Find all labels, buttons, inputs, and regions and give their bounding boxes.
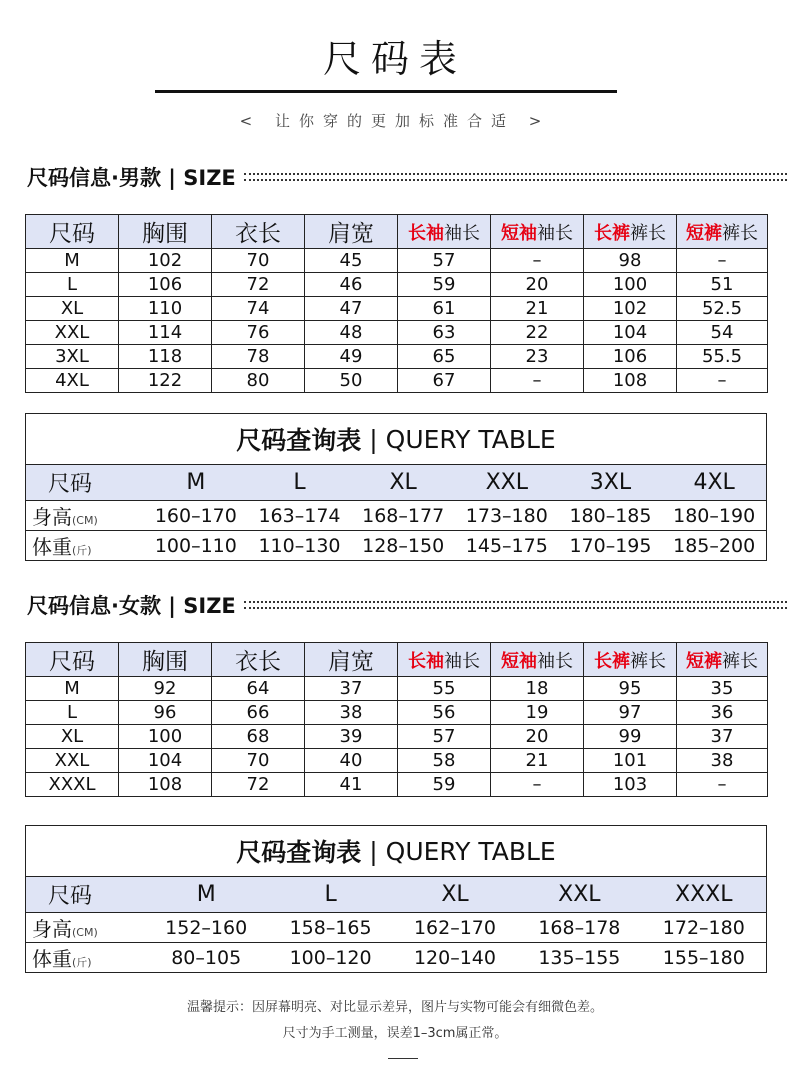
men-weight-row [26,531,766,561]
col-length: 衣长 [212,215,305,249]
cell: L [26,701,119,725]
table-row [26,773,768,797]
cell: 57 [398,725,491,749]
cell: 98 [584,249,677,273]
col-shoulder: 肩宽 [305,215,398,249]
cell: 108 [119,773,212,797]
measurement-note: 尺寸为手工测量，误差1–3cm属正常。 [282,1026,508,1041]
men-heading-label: 尺码信息·男款 | SIZE [27,166,236,190]
col-long-sleeve: 长袖袖长 [398,643,491,677]
cell: 63 [398,321,491,345]
cell: 80 [212,369,305,393]
cell: 18 [491,677,584,701]
height-cell: 158–165 [289,916,372,939]
cell: 37 [677,725,768,749]
page-title: 尺码表 [322,37,467,81]
col-size: 尺码 [26,215,119,249]
page-subtitle: < 让你穿的更加标准合适 > [239,112,551,130]
col-long-pants: 长裤裤长 [584,215,677,249]
cell: 96 [119,701,212,725]
height-cell: 168–177 [362,504,445,527]
women-query-size-row [26,877,766,913]
men-query-size-row [26,465,766,501]
table-row [26,321,768,345]
women-height-row [26,913,766,943]
women-weight-row [26,943,766,973]
weight-cell: 128–150 [362,534,445,557]
cell: 103 [584,773,677,797]
cell: 38 [677,749,768,773]
cell: 99 [584,725,677,749]
cell: 40 [305,749,398,773]
cell: 76 [212,321,305,345]
cell: 118 [119,345,212,369]
size-cell: XXL [485,470,528,495]
cell: – [491,249,584,273]
cell: 108 [584,369,677,393]
women-section-heading [27,590,787,620]
cell: 104 [119,749,212,773]
height-cell: 168–178 [538,916,621,939]
height-cell: 173–180 [465,504,548,527]
heading-dotted-rule [244,601,787,609]
cell: 21 [491,749,584,773]
size-cell: XL [389,470,417,495]
men-size-table [25,214,768,393]
size-label: 尺码 [48,472,93,497]
weight-cell: 170–195 [569,534,652,557]
cell: 78 [212,345,305,369]
men-section-heading [27,162,787,192]
color-disclaimer: 温馨提示：因屏幕明亮、对比显示差异，图片与实物可能会有细微色差。 [186,1000,603,1015]
title-underline [155,90,617,93]
weight-cell: 135–155 [538,946,621,969]
table-row [26,273,768,297]
cell: 46 [305,273,398,297]
cell: M [26,249,119,273]
cell: 59 [398,773,491,797]
size-cell: XXXL [675,882,733,907]
cell: 55 [398,677,491,701]
men-query-table [25,413,767,561]
cell: 48 [305,321,398,345]
cell: 41 [305,773,398,797]
cell: 58 [398,749,491,773]
height-cell: 180–185 [569,504,652,527]
col-short-pants: 短裤裤长 [677,215,768,249]
cell: 55.5 [677,345,768,369]
col-chest: 胸围 [119,215,212,249]
cell: XL [26,725,119,749]
cell: 66 [212,701,305,725]
size-cell: 3XL [589,470,632,495]
cell: 37 [305,677,398,701]
col-short-sleeve: 短袖袖长 [491,215,584,249]
cell: 19 [491,701,584,725]
size-label: 尺码 [48,884,93,909]
size-cell: L [293,470,306,495]
cell: – [491,369,584,393]
size-cell: L [324,882,337,907]
cell: 92 [119,677,212,701]
col-long-sleeve: 长袖袖长 [398,215,491,249]
cell: – [677,773,768,797]
women-heading-label: 尺码信息·女款 | SIZE [27,594,236,618]
cell: 72 [212,773,305,797]
cell: 110 [119,297,212,321]
women-query-title: 尺码查询表 | QUERY TABLE [236,836,556,867]
col-length: 衣长 [212,643,305,677]
women-query-table [25,825,767,973]
cell: XXXL [26,773,119,797]
weight-label: 体重(斤) [32,947,92,971]
cell: 101 [584,749,677,773]
cell: XXL [26,321,119,345]
cell: XXL [26,749,119,773]
col-shoulder: 肩宽 [305,643,398,677]
height-cell: 162–170 [413,916,496,939]
height-cell: 152–160 [165,916,248,939]
cell: 64 [212,677,305,701]
cell: 104 [584,321,677,345]
size-cell: M [186,470,206,495]
cell: – [491,773,584,797]
height-label: 身高(CM) [32,917,98,941]
height-cell: 163–174 [258,504,341,527]
height-cell: 172–180 [662,916,745,939]
col-long-pants: 长裤裤长 [584,643,677,677]
col-short-pants: 短裤裤长 [677,643,768,677]
weight-label: 体重(斤) [32,535,92,559]
cell: 97 [584,701,677,725]
size-cell: M [196,882,216,907]
table-row [26,369,768,393]
cell: 122 [119,369,212,393]
height-cell: 160–170 [154,504,237,527]
cell: 100 [119,725,212,749]
cell: 20 [491,725,584,749]
col-chest: 胸围 [119,643,212,677]
table-row [26,749,768,773]
cell: 52.5 [677,297,768,321]
table-row [26,345,768,369]
cell: 67 [398,369,491,393]
cell: L [26,273,119,297]
col-size: 尺码 [26,643,119,677]
women-size-table [25,642,768,797]
cell: 21 [491,297,584,321]
cell: 49 [305,345,398,369]
men-size-header-row [26,215,768,249]
cell: 100 [584,273,677,297]
men-query-title: 尺码查询表 | QUERY TABLE [236,424,556,455]
cell: – [677,369,768,393]
cell: 102 [584,297,677,321]
weight-cell: 100–120 [289,946,372,969]
height-cell: 180–190 [673,504,756,527]
cell: 56 [398,701,491,725]
heading-dotted-rule [244,173,787,181]
cell: 38 [305,701,398,725]
weight-cell: 120–140 [413,946,496,969]
weight-cell: 100–110 [154,534,237,557]
cell: 47 [305,297,398,321]
height-label: 身高(CM) [32,505,98,529]
table-row [26,701,768,725]
table-row [26,297,768,321]
cell: 114 [119,321,212,345]
cell: 95 [584,677,677,701]
size-cell: XXL [558,882,601,907]
cell: 72 [212,273,305,297]
men-height-row [26,501,766,531]
size-cell: XL [441,882,469,907]
size-cell: 4XL [693,470,735,495]
table-row [26,725,768,749]
cell: 50 [305,369,398,393]
cell: 23 [491,345,584,369]
weight-cell: 185–200 [673,534,756,557]
cell: 70 [212,749,305,773]
cell: 4XL [26,369,119,393]
cell: 61 [398,297,491,321]
cell: 65 [398,345,491,369]
weight-cell: 110–130 [258,534,341,557]
cell: 22 [491,321,584,345]
cell: 57 [398,249,491,273]
cell: 54 [677,321,768,345]
col-short-sleeve: 短袖袖长 [491,643,584,677]
women-size-header-row [26,643,768,677]
cell: 51 [677,273,768,297]
cell: 35 [677,677,768,701]
cell: 20 [491,273,584,297]
cell: XL [26,297,119,321]
cell: 74 [212,297,305,321]
weight-cell: 145–175 [465,534,548,557]
table-row [26,677,768,701]
cell: 45 [305,249,398,273]
cell: 106 [584,345,677,369]
cell: 102 [119,249,212,273]
cell: 39 [305,725,398,749]
cell: 59 [398,273,491,297]
cell: 36 [677,701,768,725]
cell: 68 [212,725,305,749]
cell: 3XL [26,345,119,369]
cell: 106 [119,273,212,297]
weight-cell: 80–105 [171,946,242,969]
cell: 70 [212,249,305,273]
footer-rule [388,1058,418,1059]
cell: – [677,249,768,273]
weight-cell: 155–180 [662,946,745,969]
table-row [26,249,768,273]
cell: M [26,677,119,701]
